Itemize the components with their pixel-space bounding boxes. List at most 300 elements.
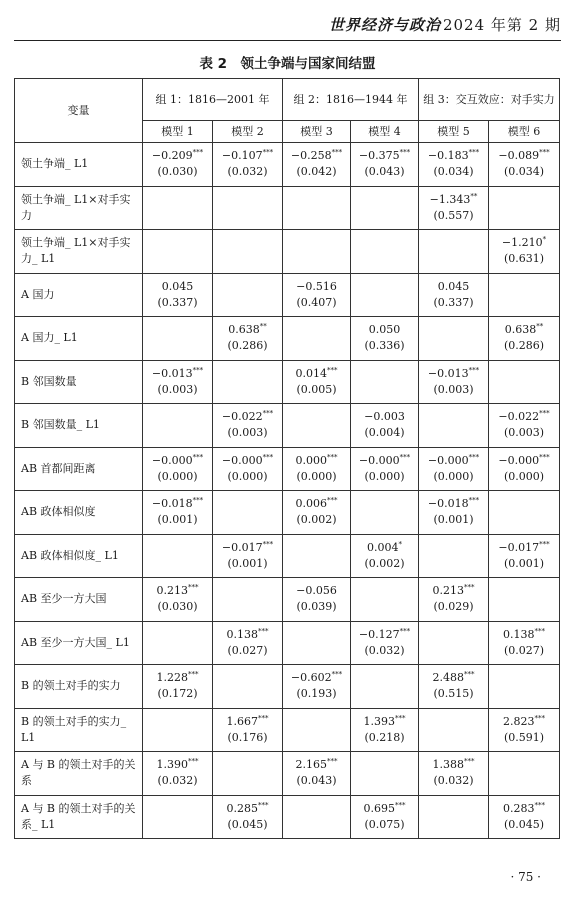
coefficient-value	[147, 670, 208, 686]
coefficient-number: −0.209	[151, 149, 193, 163]
significance-stars: *	[398, 540, 403, 549]
significance-stars: ***	[331, 670, 343, 679]
variable-label: AB 至少一方大国_ L1	[15, 621, 143, 665]
standard-error: (0.193)	[296, 687, 337, 701]
standard-error: (0.027)	[503, 643, 545, 657]
coefficient-cell	[419, 708, 489, 752]
coefficient-number: 0.006	[295, 497, 328, 511]
group-header: 组 3：交互效应：对手实力	[419, 79, 560, 121]
table-row	[15, 795, 560, 839]
coefficient-cell	[489, 621, 560, 665]
standard-error: (0.043)	[296, 774, 337, 788]
table-row	[15, 578, 560, 622]
coefficient-cell	[351, 795, 419, 839]
significance-stars: ***	[468, 148, 480, 157]
coefficient-cell	[419, 621, 489, 665]
significance-stars: ***	[399, 148, 411, 157]
standard-error: (0.075)	[364, 817, 405, 831]
standard-error: (0.337)	[157, 295, 198, 309]
model-header: 模型 1	[143, 121, 213, 143]
standard-error: (0.030)	[157, 600, 198, 614]
standard-error: (0.032)	[157, 774, 198, 788]
coefficient-number: 0.285	[226, 801, 258, 815]
coefficient-cell	[213, 708, 283, 752]
coefficient-number: −0.000	[498, 453, 540, 467]
coefficient-value	[217, 453, 278, 469]
significance-stars: ***	[468, 496, 480, 505]
coefficient-value	[287, 583, 346, 599]
coefficient-number: 1.393	[363, 714, 396, 728]
coefficient-value	[287, 453, 346, 469]
variable-label: A 与 B 的领土对手的关系_ L1	[15, 795, 143, 839]
coefficient-cell	[351, 491, 419, 535]
coefficient-cell	[419, 230, 489, 274]
significance-stars: ***	[262, 148, 274, 157]
standard-error: (0.003)	[157, 382, 198, 396]
coefficient-cell	[143, 447, 213, 491]
coefficient-value	[493, 627, 555, 643]
coefficient-number: 0.213	[156, 584, 188, 598]
model-header: 模型 5	[419, 121, 489, 143]
coefficient-cell	[143, 752, 213, 796]
significance-stars: ***	[258, 627, 269, 636]
coefficient-cell	[419, 143, 489, 187]
coefficient-number: −0.183	[427, 149, 469, 163]
coefficient-value	[423, 496, 484, 512]
coefficient-cell	[419, 534, 489, 578]
variable-label: B 邻国数量_ L1	[15, 404, 143, 448]
variable-label: A 与 B 的领土对手的关系	[15, 752, 143, 796]
coefficient-cell	[143, 360, 213, 404]
standard-error: (0.407)	[296, 295, 337, 309]
coefficient-cell	[283, 578, 351, 622]
standard-error: (0.001)	[433, 513, 474, 527]
standard-error: (0.591)	[503, 730, 545, 744]
significance-stars: ***	[539, 148, 550, 157]
coefficient-cell	[351, 621, 419, 665]
coefficient-value	[217, 627, 278, 643]
coefficient-cell	[283, 665, 351, 709]
coefficient-cell	[419, 273, 489, 317]
coefficient-cell	[419, 186, 489, 230]
coefficient-cell	[489, 578, 560, 622]
variable-label: A 国力	[15, 273, 143, 317]
coefficient-value	[217, 801, 278, 817]
coefficient-cell	[283, 708, 351, 752]
standard-error: (0.336)	[364, 339, 405, 353]
coefficient-number: 0.004	[367, 540, 399, 554]
coefficient-cell	[213, 665, 283, 709]
coefficient-cell	[419, 752, 489, 796]
significance-stars: ***	[468, 453, 480, 462]
coefficient-number: 0.138	[226, 627, 258, 641]
coefficient-number: 1.228	[156, 671, 188, 685]
coefficient-value	[147, 583, 208, 599]
significance-stars: **	[470, 192, 478, 201]
standard-error: (0.032)	[433, 774, 474, 788]
significance-stars: ***	[534, 801, 546, 810]
coefficient-number: −0.013	[151, 366, 193, 380]
coefficient-cell	[489, 230, 560, 274]
coefficient-cell	[213, 752, 283, 796]
coefficient-value	[493, 714, 555, 730]
coefficient-value	[217, 322, 278, 338]
coefficient-number: −0.000	[427, 453, 469, 467]
regression-table	[14, 78, 560, 839]
coefficient-cell	[143, 578, 213, 622]
coefficient-cell	[143, 795, 213, 839]
coefficient-number: 0.695	[363, 801, 396, 815]
coefficient-value	[217, 714, 278, 730]
coefficient-cell	[213, 621, 283, 665]
coefficient-cell	[213, 186, 283, 230]
table-row	[15, 273, 560, 317]
coefficient-number: −0.018	[151, 497, 193, 511]
standard-error: (0.045)	[227, 817, 268, 831]
standard-error: (0.039)	[296, 600, 337, 614]
significance-stars: ***	[192, 148, 204, 157]
coefficient-cell	[143, 143, 213, 187]
standard-error: (0.001)	[227, 556, 268, 570]
standard-error: (0.000)	[227, 469, 268, 483]
standard-error: (0.045)	[503, 817, 545, 831]
significance-stars: ***	[262, 409, 274, 418]
coefficient-value	[147, 757, 208, 773]
coefficient-value	[287, 670, 346, 686]
coefficient-number: 0.138	[503, 627, 535, 641]
standard-error: (0.002)	[364, 556, 405, 570]
coefficient-number: 2.165	[295, 758, 328, 772]
coefficient-number: −0.127	[358, 627, 400, 641]
significance-stars: ***	[262, 540, 274, 549]
variable-header: 变量	[15, 79, 143, 143]
coefficient-number: 0.638	[228, 323, 260, 337]
coefficient-cell	[283, 143, 351, 187]
coefficient-value	[147, 366, 208, 382]
coefficient-value	[147, 453, 208, 469]
coefficient-value	[493, 322, 555, 338]
significance-stars: ***	[539, 409, 550, 418]
coefficient-value	[423, 366, 484, 382]
coefficient-value	[423, 583, 484, 599]
coefficient-cell	[283, 230, 351, 274]
significance-stars: ***	[327, 453, 338, 462]
coefficient-number: −0.022	[221, 410, 263, 424]
coefficient-cell	[489, 665, 560, 709]
page-number: · 75 ·	[510, 870, 541, 884]
coefficient-value	[147, 148, 208, 164]
coefficient-number: −0.013	[427, 366, 469, 380]
coefficient-number: 1.390	[156, 758, 188, 772]
coefficient-number: −0.000	[358, 453, 400, 467]
coefficient-cell	[143, 404, 213, 448]
standard-error: (0.027)	[227, 643, 268, 657]
standard-error: (0.000)	[157, 469, 198, 483]
significance-stars: ***	[534, 627, 546, 636]
coefficient-number: −0.022	[498, 410, 540, 424]
significance-stars: ***	[262, 453, 274, 462]
coefficient-cell	[283, 404, 351, 448]
coefficient-cell	[351, 230, 419, 274]
table-row	[15, 230, 560, 274]
coefficient-cell	[489, 491, 560, 535]
significance-stars: ***	[188, 757, 199, 766]
coefficient-cell	[213, 447, 283, 491]
significance-stars: ***	[395, 801, 406, 810]
coefficient-cell	[419, 360, 489, 404]
coefficient-cell	[351, 665, 419, 709]
coefficient-cell	[143, 534, 213, 578]
coefficient-value	[355, 714, 414, 730]
coefficient-cell	[283, 273, 351, 317]
coefficient-cell	[351, 273, 419, 317]
standard-error: (0.000)	[296, 469, 337, 483]
variable-label: 领土争端_ L1	[15, 143, 143, 187]
significance-stars: ***	[539, 540, 550, 549]
variable-label: A 国力_ L1	[15, 317, 143, 361]
model-header: 模型 2	[213, 121, 283, 143]
coefficient-number: 0.638	[504, 323, 537, 337]
journal-name: 世界经济与政治	[328, 16, 441, 34]
coefficient-number: −0.056	[296, 584, 337, 598]
standard-error: (0.218)	[364, 730, 405, 744]
significance-stars: ***	[464, 583, 475, 592]
table-row	[15, 752, 560, 796]
coefficient-cell	[283, 360, 351, 404]
coefficient-cell	[489, 708, 560, 752]
variable-label: AB 政体相似度_ L1	[15, 534, 143, 578]
coefficient-value	[217, 148, 278, 164]
standard-error: (0.337)	[433, 295, 474, 309]
standard-error: (0.003)	[227, 426, 268, 440]
significance-stars: ***	[464, 757, 475, 766]
coefficient-value	[493, 235, 555, 251]
coefficient-cell	[489, 404, 560, 448]
coefficient-value	[355, 409, 414, 425]
coefficient-value	[493, 801, 555, 817]
group-header: 组 1：1816—2001 年	[143, 79, 283, 121]
significance-stars: ***	[399, 453, 411, 462]
coefficient-value	[287, 279, 346, 295]
standard-error: (0.003)	[433, 382, 474, 396]
variable-label: 领土争端_ L1×对手实力_ L1	[15, 230, 143, 274]
model-header: 模型 3	[283, 121, 351, 143]
coefficient-value	[355, 322, 414, 338]
table-row	[15, 360, 560, 404]
coefficient-cell	[283, 621, 351, 665]
coefficient-cell	[419, 795, 489, 839]
significance-stars: ***	[331, 148, 343, 157]
standard-error: (0.286)	[227, 339, 268, 353]
coefficient-cell	[213, 491, 283, 535]
coefficient-number: −0.003	[364, 410, 405, 424]
standard-error: (0.176)	[227, 730, 268, 744]
coefficient-value	[423, 670, 484, 686]
coefficient-cell	[351, 360, 419, 404]
coefficient-value	[355, 540, 414, 556]
significance-stars: ***	[258, 801, 269, 810]
group-header: 组 2：1816—1944 年	[283, 79, 419, 121]
coefficient-cell	[213, 273, 283, 317]
significance-stars: ***	[258, 714, 269, 723]
significance-stars: ***	[464, 670, 475, 679]
standard-error: (0.032)	[227, 165, 268, 179]
variable-label: AB 首都间距离	[15, 447, 143, 491]
coefficient-value	[147, 496, 208, 512]
coefficient-number: 1.667	[226, 714, 258, 728]
coefficient-value	[493, 453, 555, 469]
coefficient-cell	[489, 186, 560, 230]
coefficient-cell	[213, 230, 283, 274]
coefficient-number: −0.602	[290, 671, 332, 685]
coefficient-cell	[143, 621, 213, 665]
coefficient-cell	[351, 752, 419, 796]
standard-error: (0.005)	[296, 382, 337, 396]
coefficient-value	[423, 453, 484, 469]
coefficient-cell	[143, 186, 213, 230]
coefficient-cell	[489, 534, 560, 578]
coefficient-cell	[489, 752, 560, 796]
table-row	[15, 665, 560, 709]
coefficient-cell	[351, 317, 419, 361]
coefficient-cell	[213, 143, 283, 187]
coefficient-value	[287, 757, 346, 773]
coefficient-cell	[489, 317, 560, 361]
standard-error: (0.032)	[364, 643, 405, 657]
coefficient-cell	[351, 143, 419, 187]
coefficient-cell	[419, 491, 489, 535]
coefficient-number: −0.516	[296, 279, 337, 293]
variable-label: B 的领土对手的实力	[15, 665, 143, 709]
coefficient-cell	[351, 186, 419, 230]
table-body	[15, 143, 560, 839]
coefficient-value	[423, 148, 484, 164]
significance-stars: ***	[327, 366, 338, 375]
coefficient-number: −0.000	[221, 453, 263, 467]
significance-stars: **	[536, 322, 544, 331]
significance-stars: ***	[327, 496, 338, 505]
standard-error: (0.172)	[157, 687, 198, 701]
model-header: 模型 6	[489, 121, 560, 143]
coefficient-value	[217, 409, 278, 425]
coefficient-cell	[351, 708, 419, 752]
coefficient-cell	[489, 273, 560, 317]
table-row	[15, 491, 560, 535]
significance-stars: *	[542, 235, 547, 244]
table-title: 表 2 领土争端与国家间结盟	[199, 56, 376, 72]
table-row	[15, 404, 560, 448]
standard-error: (0.286)	[503, 339, 545, 353]
coefficient-number: −0.018	[427, 497, 469, 511]
coefficient-cell	[213, 317, 283, 361]
coefficient-number: 1.388	[432, 758, 465, 772]
coefficient-value	[355, 453, 414, 469]
table-row	[15, 186, 560, 230]
table-row	[15, 534, 560, 578]
coefficient-cell	[419, 578, 489, 622]
coefficient-cell	[419, 665, 489, 709]
coefficient-cell	[143, 230, 213, 274]
coefficient-value	[493, 409, 555, 425]
coefficient-number: 0.045	[161, 279, 194, 293]
standard-error: (0.004)	[364, 426, 405, 440]
table-row	[15, 708, 560, 752]
coefficient-cell	[143, 491, 213, 535]
running-header	[14, 6, 561, 41]
significance-stars: ***	[188, 670, 199, 679]
coefficient-cell	[213, 534, 283, 578]
table-row	[15, 447, 560, 491]
coefficient-cell	[489, 360, 560, 404]
standard-error: (0.043)	[364, 165, 405, 179]
standard-error: (0.000)	[433, 469, 474, 483]
coefficient-cell	[351, 534, 419, 578]
coefficient-cell	[351, 404, 419, 448]
significance-stars: ***	[327, 757, 338, 766]
standard-error: (0.034)	[503, 165, 545, 179]
variable-label: 领土争端_ L1×对手实力	[15, 186, 143, 230]
table-row	[15, 317, 560, 361]
coefficient-cell	[489, 447, 560, 491]
coefficient-cell	[489, 143, 560, 187]
standard-error: (0.000)	[503, 469, 545, 483]
coefficient-cell	[419, 447, 489, 491]
coefficient-value	[423, 192, 484, 208]
coefficient-value	[217, 540, 278, 556]
coefficient-cell	[213, 795, 283, 839]
standard-error: (0.515)	[433, 687, 474, 701]
issue-label: 2024 年第 2 期	[442, 16, 561, 34]
coefficient-value	[287, 366, 346, 382]
coefficient-number: −1.210	[501, 236, 543, 250]
coefficient-value	[355, 801, 414, 817]
coefficient-number: −0.017	[498, 540, 540, 554]
significance-stars: ***	[539, 453, 550, 462]
variable-label: AB 政体相似度	[15, 491, 143, 535]
coefficient-number: 0.213	[432, 584, 465, 598]
coefficient-number: −0.375	[358, 149, 400, 163]
standard-error: (0.001)	[157, 513, 198, 527]
significance-stars: ***	[192, 366, 204, 375]
coefficient-number: −0.017	[221, 540, 263, 554]
coefficient-value	[493, 148, 555, 164]
coefficient-number: −0.089	[498, 149, 540, 163]
coefficient-number: −0.258	[290, 149, 332, 163]
coefficient-cell	[419, 317, 489, 361]
coefficient-value	[493, 540, 555, 556]
significance-stars: ***	[188, 583, 199, 592]
significance-stars: **	[259, 322, 267, 331]
coefficient-cell	[143, 708, 213, 752]
standard-error: (0.029)	[433, 600, 474, 614]
significance-stars: ***	[395, 714, 406, 723]
standard-error: (0.000)	[364, 469, 405, 483]
coefficient-cell	[283, 491, 351, 535]
coefficient-cell	[213, 404, 283, 448]
coefficient-value	[355, 148, 414, 164]
coefficient-cell	[283, 186, 351, 230]
standard-error: (0.631)	[503, 252, 545, 266]
significance-stars: ***	[192, 496, 204, 505]
coefficient-cell	[143, 317, 213, 361]
coefficient-value	[287, 496, 346, 512]
variable-label: B 邻国数量	[15, 360, 143, 404]
coefficient-cell	[351, 578, 419, 622]
coefficient-number: −1.343	[429, 192, 471, 206]
coefficient-cell	[283, 534, 351, 578]
significance-stars: ***	[534, 714, 546, 723]
coefficient-number: 2.823	[503, 714, 535, 728]
